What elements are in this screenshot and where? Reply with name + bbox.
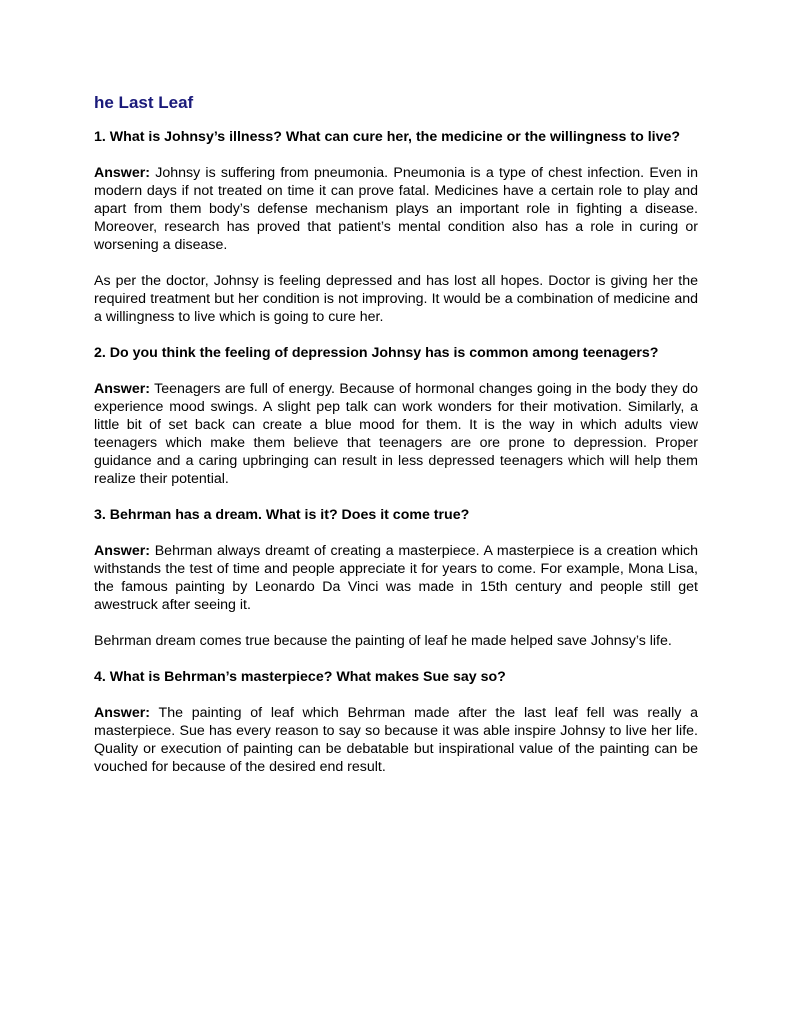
question-1: 1. What is Johnsy’s illness? What can cure her, the medicine or the willingness to live? <box>94 129 681 145</box>
answer-2-text: Teenagers are full of energy. Because of hormonal changes going in the body they do experience mood swings. A slight pep talk can work wonders for their motivation. Similarly, a little bit of set back can create a blue mood for them. It is the way in which adults view teenagers which make them believe that teenagers are ore prone to depression. Proper guidance and a caring upbringing can result in less depressed teenagers which will help them realize their potential. <box>94 381 698 487</box>
qa-section-3 <box>94 506 698 650</box>
question-2: 2. Do you think the feeling of depression Johnsy has is common among teenagers? <box>94 345 659 361</box>
answer-2 <box>94 380 698 488</box>
answer-3-continued: Behrman dream comes true because the painting of leaf he made helped save Johnsy’s life. <box>94 633 672 649</box>
answer-3 <box>94 542 698 614</box>
answer-4 <box>94 704 698 776</box>
qa-section-1 <box>94 128 698 326</box>
answer-label: Answer: <box>94 705 150 721</box>
document-title: he Last Leaf <box>94 93 194 112</box>
document-page <box>94 93 698 794</box>
answer-1 <box>94 164 698 254</box>
qa-section-2 <box>94 344 698 488</box>
qa-section-4 <box>94 668 698 776</box>
answer-1-text: Johnsy is suffering from pneumonia. Pneumonia is a type of chest infection. Even in modern days if not treated on time it can prove fatal. Medicines have a certain role to play and apart from them body’s defense mechanism plays an important role in fighting a disease. Moreover, research has proved that patient’s mental condition also has a role in curing or worsening a disease. <box>94 165 698 253</box>
question-4: 4. What is Behrman’s masterpiece? What makes Sue say so? <box>94 669 506 685</box>
question-3: 3. Behrman has a dream. What is it? Does it come true? <box>94 507 470 523</box>
answer-1-continued: As per the doctor, Johnsy is feeling depressed and has lost all hopes. Doctor is giving her the required treatment but her condition is not improving. It would be a combination of medicine and a willingness to live which is going to cure her. <box>94 273 698 325</box>
answer-4-text: The painting of leaf which Behrman made after the last leaf fell was really a masterpiece. Sue has every reason to say so because it was able inspire Johnsy to live her life. Quality or execution of painting can be debatable but inspirational value of the painting can be vouched for because of the desired end result. <box>94 705 699 775</box>
answer-label: Answer: <box>94 381 150 397</box>
answer-3-text: Behrman always dreamt of creating a masterpiece. A masterpiece is a creation which withstands the test of time and people appreciate it for years to come. For example, Mona Lisa, the famous painting by Leonardo Da Vinci was made in 15th century and people still get awestruck after seeing it. <box>94 543 698 613</box>
answer-label: Answer: <box>94 543 150 559</box>
answer-label: Answer: <box>94 165 150 181</box>
